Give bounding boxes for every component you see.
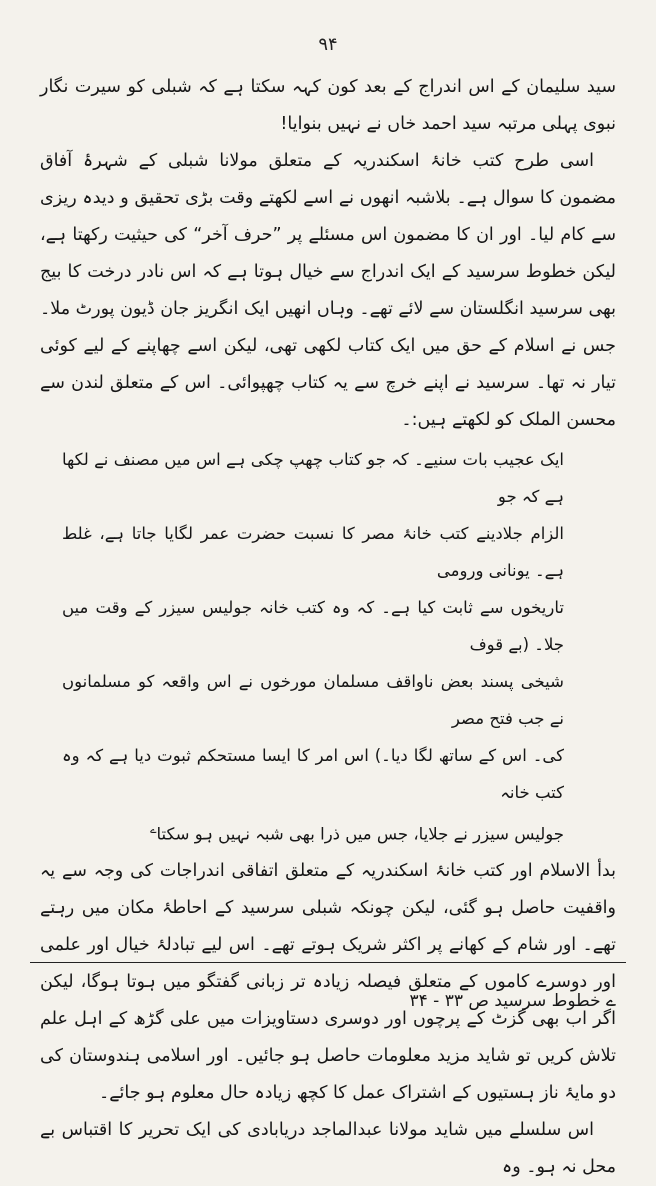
paragraph: اس سلسلے میں شاید مولانا عبدالماجد دریابادی کی ایک تحریر کا اقتباس بے محل نہ ہو۔ وہ bbox=[40, 1119, 616, 1177]
quote-line: ایک عجیب بات سنیے۔ کہ جو کتاب چھپ چکی ہے اس میں مصنف نے لکھا ہے کہ جو bbox=[62, 450, 564, 506]
quote-last-line: جولیس سیزر نے جلایا، جس میں ذرا بھی شبہ نہیں ہو سکتا bbox=[156, 824, 564, 844]
quote-line: شیخی پسند بعض ناواقف مسلمان مورخوں نے اس واقعہ کو مسلمانوں نے جب فتح مصر bbox=[62, 672, 564, 728]
paragraph: سید سلیمان کے اس اندراج کے بعد کون کہہ سکتا ہے کہ شبلی کو سیرت نگار نبوی پہلی مرتبہ سید احمد خاں نے نہیں بنوایا! bbox=[40, 77, 616, 134]
quote-line bbox=[62, 811, 564, 853]
quote-line: الزام جلادینے کتب خانۂ مصر کا نسبت حضرت عمر لگایا جاتا ہے، غلط ہے۔ یونانی ورومی bbox=[62, 524, 564, 580]
paragraph: اسی طرح کتب خانۂ اسکندریہ کے متعلق مولانا شبلی کے شہرۂ آفاق مضمون کا سوال ہے۔ بلاشبہ انھوں نے اسے لکھتے وقت بڑی تحقیق و دیدہ ریزی سے کام لیا۔ اور ان کا مضمون اس مسئلے پر ”حرف آخر“ کی حیثیت رکھتا ہے، لیکن خطوط سرسید کے ایک اندراج سے خیال ہوتا ہے کہ اس نادر درخت کا بیج بھی سرسید انگلستان سے لائے تھے۔ وہاں انھیں ایک انگریز جان ڈیون پورٹ ملا۔ جس نے اسلام کے حق میں ایک کتاب لکھی تھی، لیکن اسے چھاپنے کے لیے کوئی تیار نہ تھا۔ سرسید نے اپنے خرچ سے یہ کتاب چھپوائی۔ اس کے متعلق لندن سے محسن الملک کو لکھتے ہیں:۔ bbox=[40, 151, 616, 430]
footnote-marker: ے bbox=[150, 823, 157, 836]
quote-line: تاریخوں سے ثابت کیا ہے۔ کہ وہ کتب خانہ جولیس سیزر کے وقت میں جلا۔ (بے قوف bbox=[62, 598, 564, 654]
quote-line: کی۔ اس کے ساتھ لگا دیا۔) اس امر کا ایسا مستحکم ثبوت دیا ہے کہ وہ کتب خانہ bbox=[62, 746, 564, 802]
footnote-divider bbox=[30, 962, 626, 963]
main-text bbox=[40, 69, 616, 439]
page-number: ۹۴ bbox=[318, 34, 338, 55]
footnote: ے خطوط سرسید ص ۳۳ - ۳۴ bbox=[409, 991, 616, 1011]
block-quote bbox=[62, 441, 564, 853]
paragraph: بدأ الاسلام اور کتب خانۂ اسکندریہ کے متعلق اتفاقی اندراجات کی وجہ سے یہ واقفیت حاصل ہو گئی، لیکن چونکہ شبلی سرسید کے احاطۂ مکان میں رہتے تھے۔ اور شام کے کھانے پر اکثر شریک ہوتے تھے۔ اس لیے تبادلۂ خیال اور علمی اور دوسرے کاموں کے متعلق فیصلہ زیادہ تر زبانی گفتگو میں ہوتا ہوگا، لیکن اگر اب بھی گزٹ کے پرچوں اور دوسری دستاویزات میں علی گڑھ کے اہل علم تلاش کریں تو شاید مزید معلومات حاصل ہو جائیں۔ اور اسلامی ہندوستان کی دو مایۂ ناز ہستیوں کے اشتراک عمل کا کچھ زیادہ حال معلوم ہو جائے۔ bbox=[40, 860, 616, 1103]
closing-text bbox=[40, 853, 616, 1186]
